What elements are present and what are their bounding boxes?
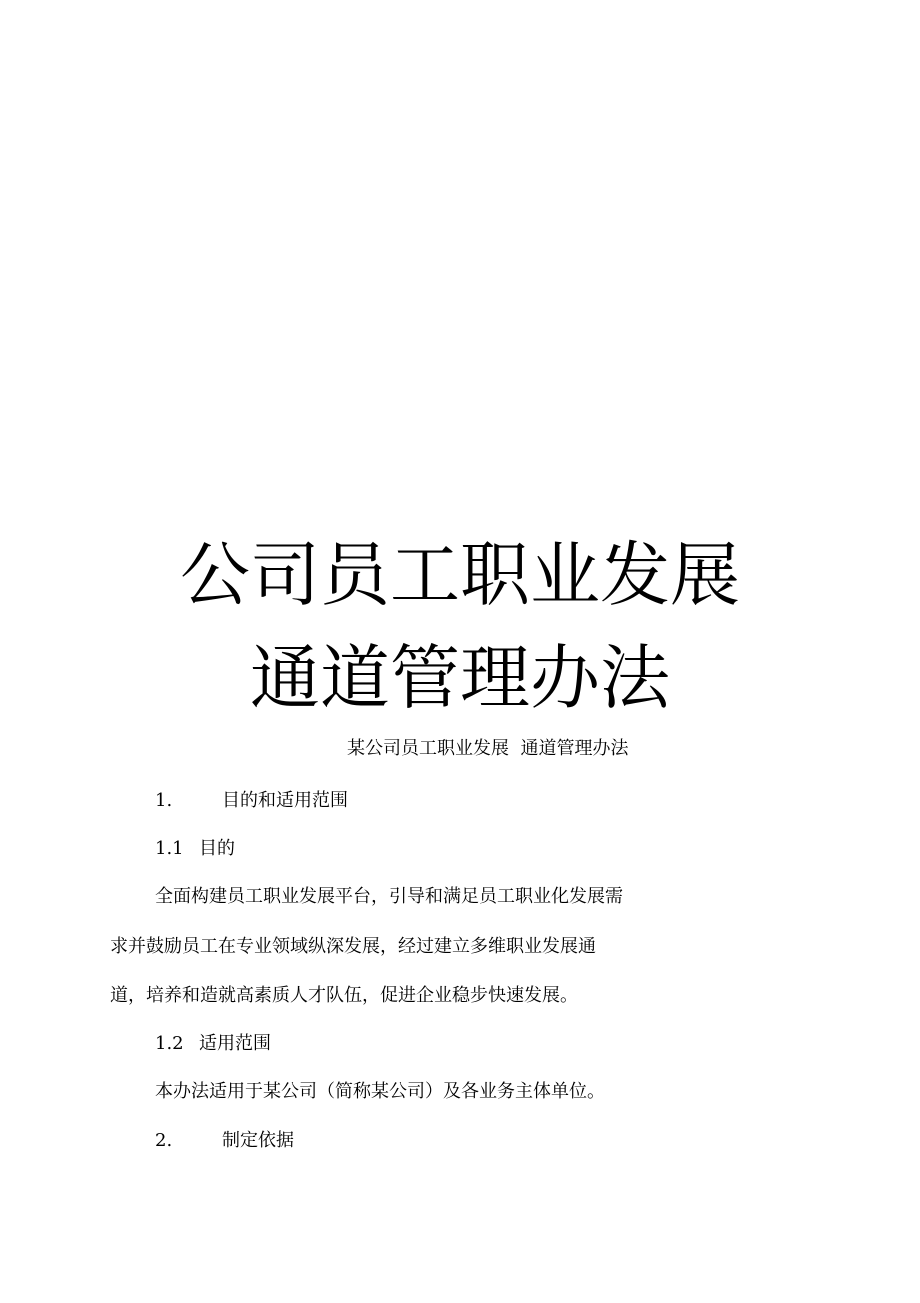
section-1-1-number: 1.1: [155, 838, 184, 859]
section-1-1-paragraph-line-3: 道，培养和造就高素质人才队伍，促进企业稳步快速发展。: [110, 985, 578, 1006]
section-1-2-number: 1.2: [155, 1033, 184, 1054]
document-title-line-1: 公司员工职业发展: [180, 534, 740, 616]
section-1-2-paragraph: 本办法适用于某公司（简称某公司）及各业务主体单位。: [155, 1081, 605, 1102]
section-1-number: 1.: [155, 790, 173, 811]
section-1-1-paragraph-line-1: 全面构建员工职业发展平台，引导和满足员工职业化发展需: [155, 886, 623, 907]
section-2-heading: 制定依据: [222, 1130, 294, 1151]
section-1-1-paragraph-line-2: 求并鼓励员工在专业领域纵深发展，经过建立多维职业发展通: [110, 936, 596, 957]
section-1-heading: 目的和适用范围: [222, 790, 348, 811]
section-2-number: 2.: [155, 1130, 173, 1151]
section-1-2-heading: 适用范围: [199, 1033, 271, 1054]
document-subtitle: 某公司员工职业发展 通道管理办法: [347, 738, 629, 759]
document-title-line-2: 通道管理办法: [250, 637, 670, 719]
section-1-1-heading: 目的: [199, 838, 235, 859]
